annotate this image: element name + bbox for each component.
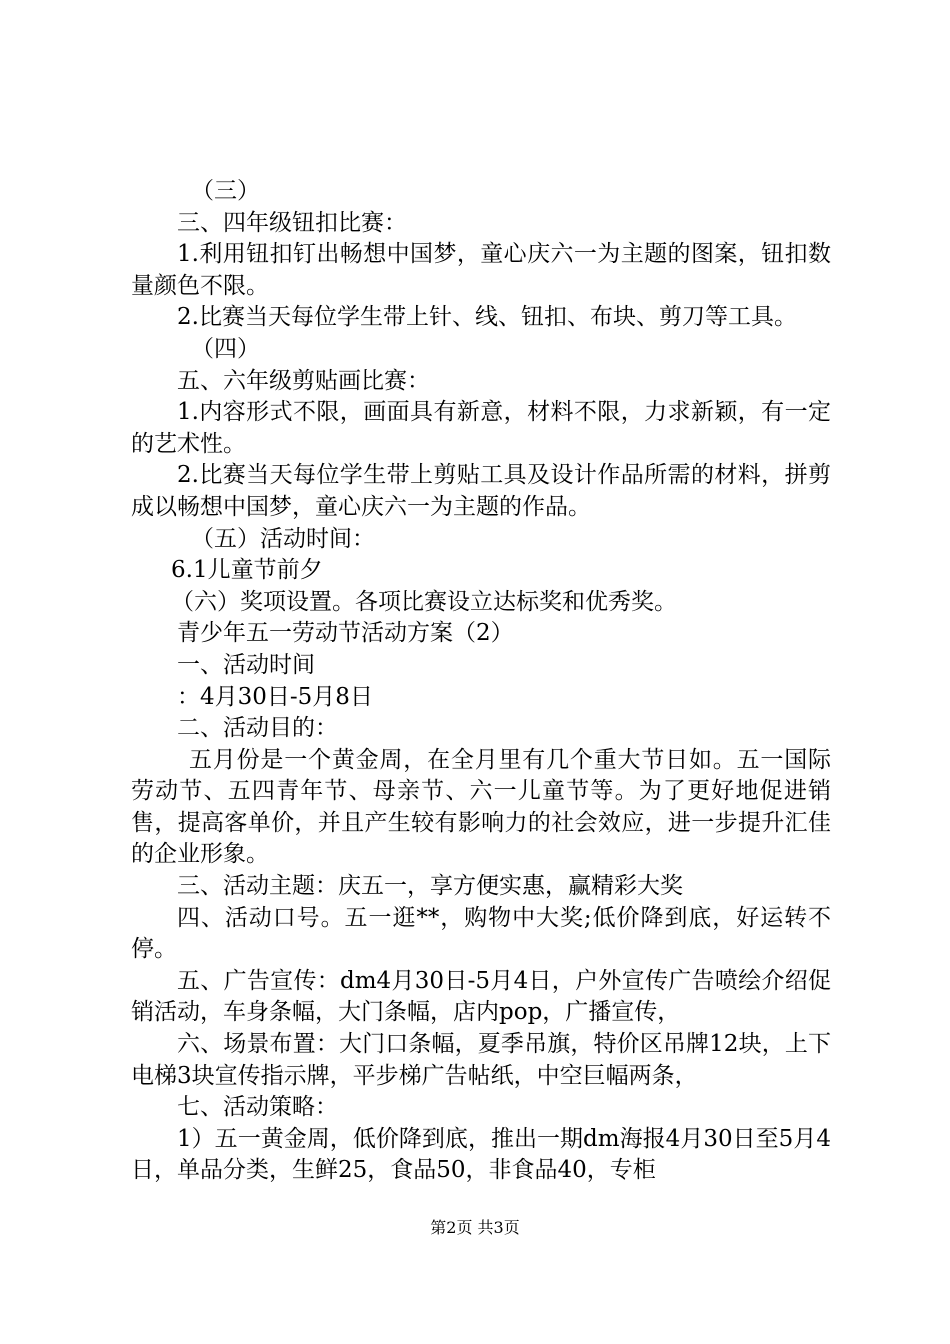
- paragraph: 四、活动口号。五一逛**，购物中大奖;低价降到底，好运转不停。: [131, 904, 831, 963]
- page-footer: [0, 1215, 950, 1238]
- paragraph: 6.1儿童节前夕: [171, 557, 323, 584]
- paragraph: （三）: [191, 178, 260, 204]
- paragraph: 七、活动策略：: [177, 1094, 338, 1121]
- paragraph: 1.利用钮扣钉出畅想中国梦，童心庆六一为主题的图案，钮扣数量颜色不限。: [131, 241, 831, 299]
- paragraph: 1.内容形式不限，画面具有新意，材料不限，力求新颖，有一定的艺术性。: [131, 399, 831, 457]
- paragraph: 五、六年级剪贴画比赛：: [177, 367, 430, 394]
- paragraph: 六、场景布置：大门口条幅，夏季吊旗，特价区吊牌12块，上下电梯3块宣传指示牌，平步梯广告帖纸，中空巨幅两条，: [131, 1031, 831, 1089]
- paragraph: 五、广告宣传：dm4月30日-5月4日，户外宣传广告喷绘介绍促销活动，车身条幅，大门条幅，店内pop，广播宣传，: [131, 967, 831, 1026]
- paragraph: （六）奖项设置。各项比赛设立达标奖和优秀奖。: [171, 588, 677, 615]
- paragraph: 三、活动主题：庆五一，享方便实惠，赢精彩大奖: [177, 873, 683, 900]
- paragraph: （五）活动时间：: [191, 525, 375, 552]
- document-body: [131, 176, 831, 1187]
- paragraph: 五月份是一个黄金周，在全月里有几个重大节日如。五一国际劳动节、五四青年节、母亲节、六一儿童节等。为了更好地促进销售，提高客单价，并且产生较有影响力的社会效应，进一步提升汇佳的企业形象。: [131, 746, 831, 868]
- paragraph: 2.比赛当天每位学生带上剪贴工具及设计作品所需的材料，拼剪成以畅想中国梦，童心庆六一为主题的作品。: [131, 462, 831, 520]
- paragraph: ：4月30日-5月8日: [177, 683, 373, 710]
- section-heading: 青少年五一劳动节活动方案（2）: [177, 620, 514, 647]
- page-number-label: 第2页 共3页: [430, 1218, 520, 1237]
- paragraph: 1）五一黄金周，低价降到底，推出一期dm海报4月30日至5月4日，单品分类，生鲜25，食品50，非食品40，专柜: [131, 1125, 831, 1184]
- paragraph: 二、活动目的：: [177, 715, 338, 742]
- paragraph: 2.比赛当天每位学生带上针、线、钮扣、布块、剪刀等工具。: [177, 304, 797, 331]
- paragraph: 三、四年级钮扣比赛：: [177, 209, 407, 236]
- paragraph: 一、活动时间: [177, 651, 315, 678]
- paragraph: （四）: [191, 335, 260, 362]
